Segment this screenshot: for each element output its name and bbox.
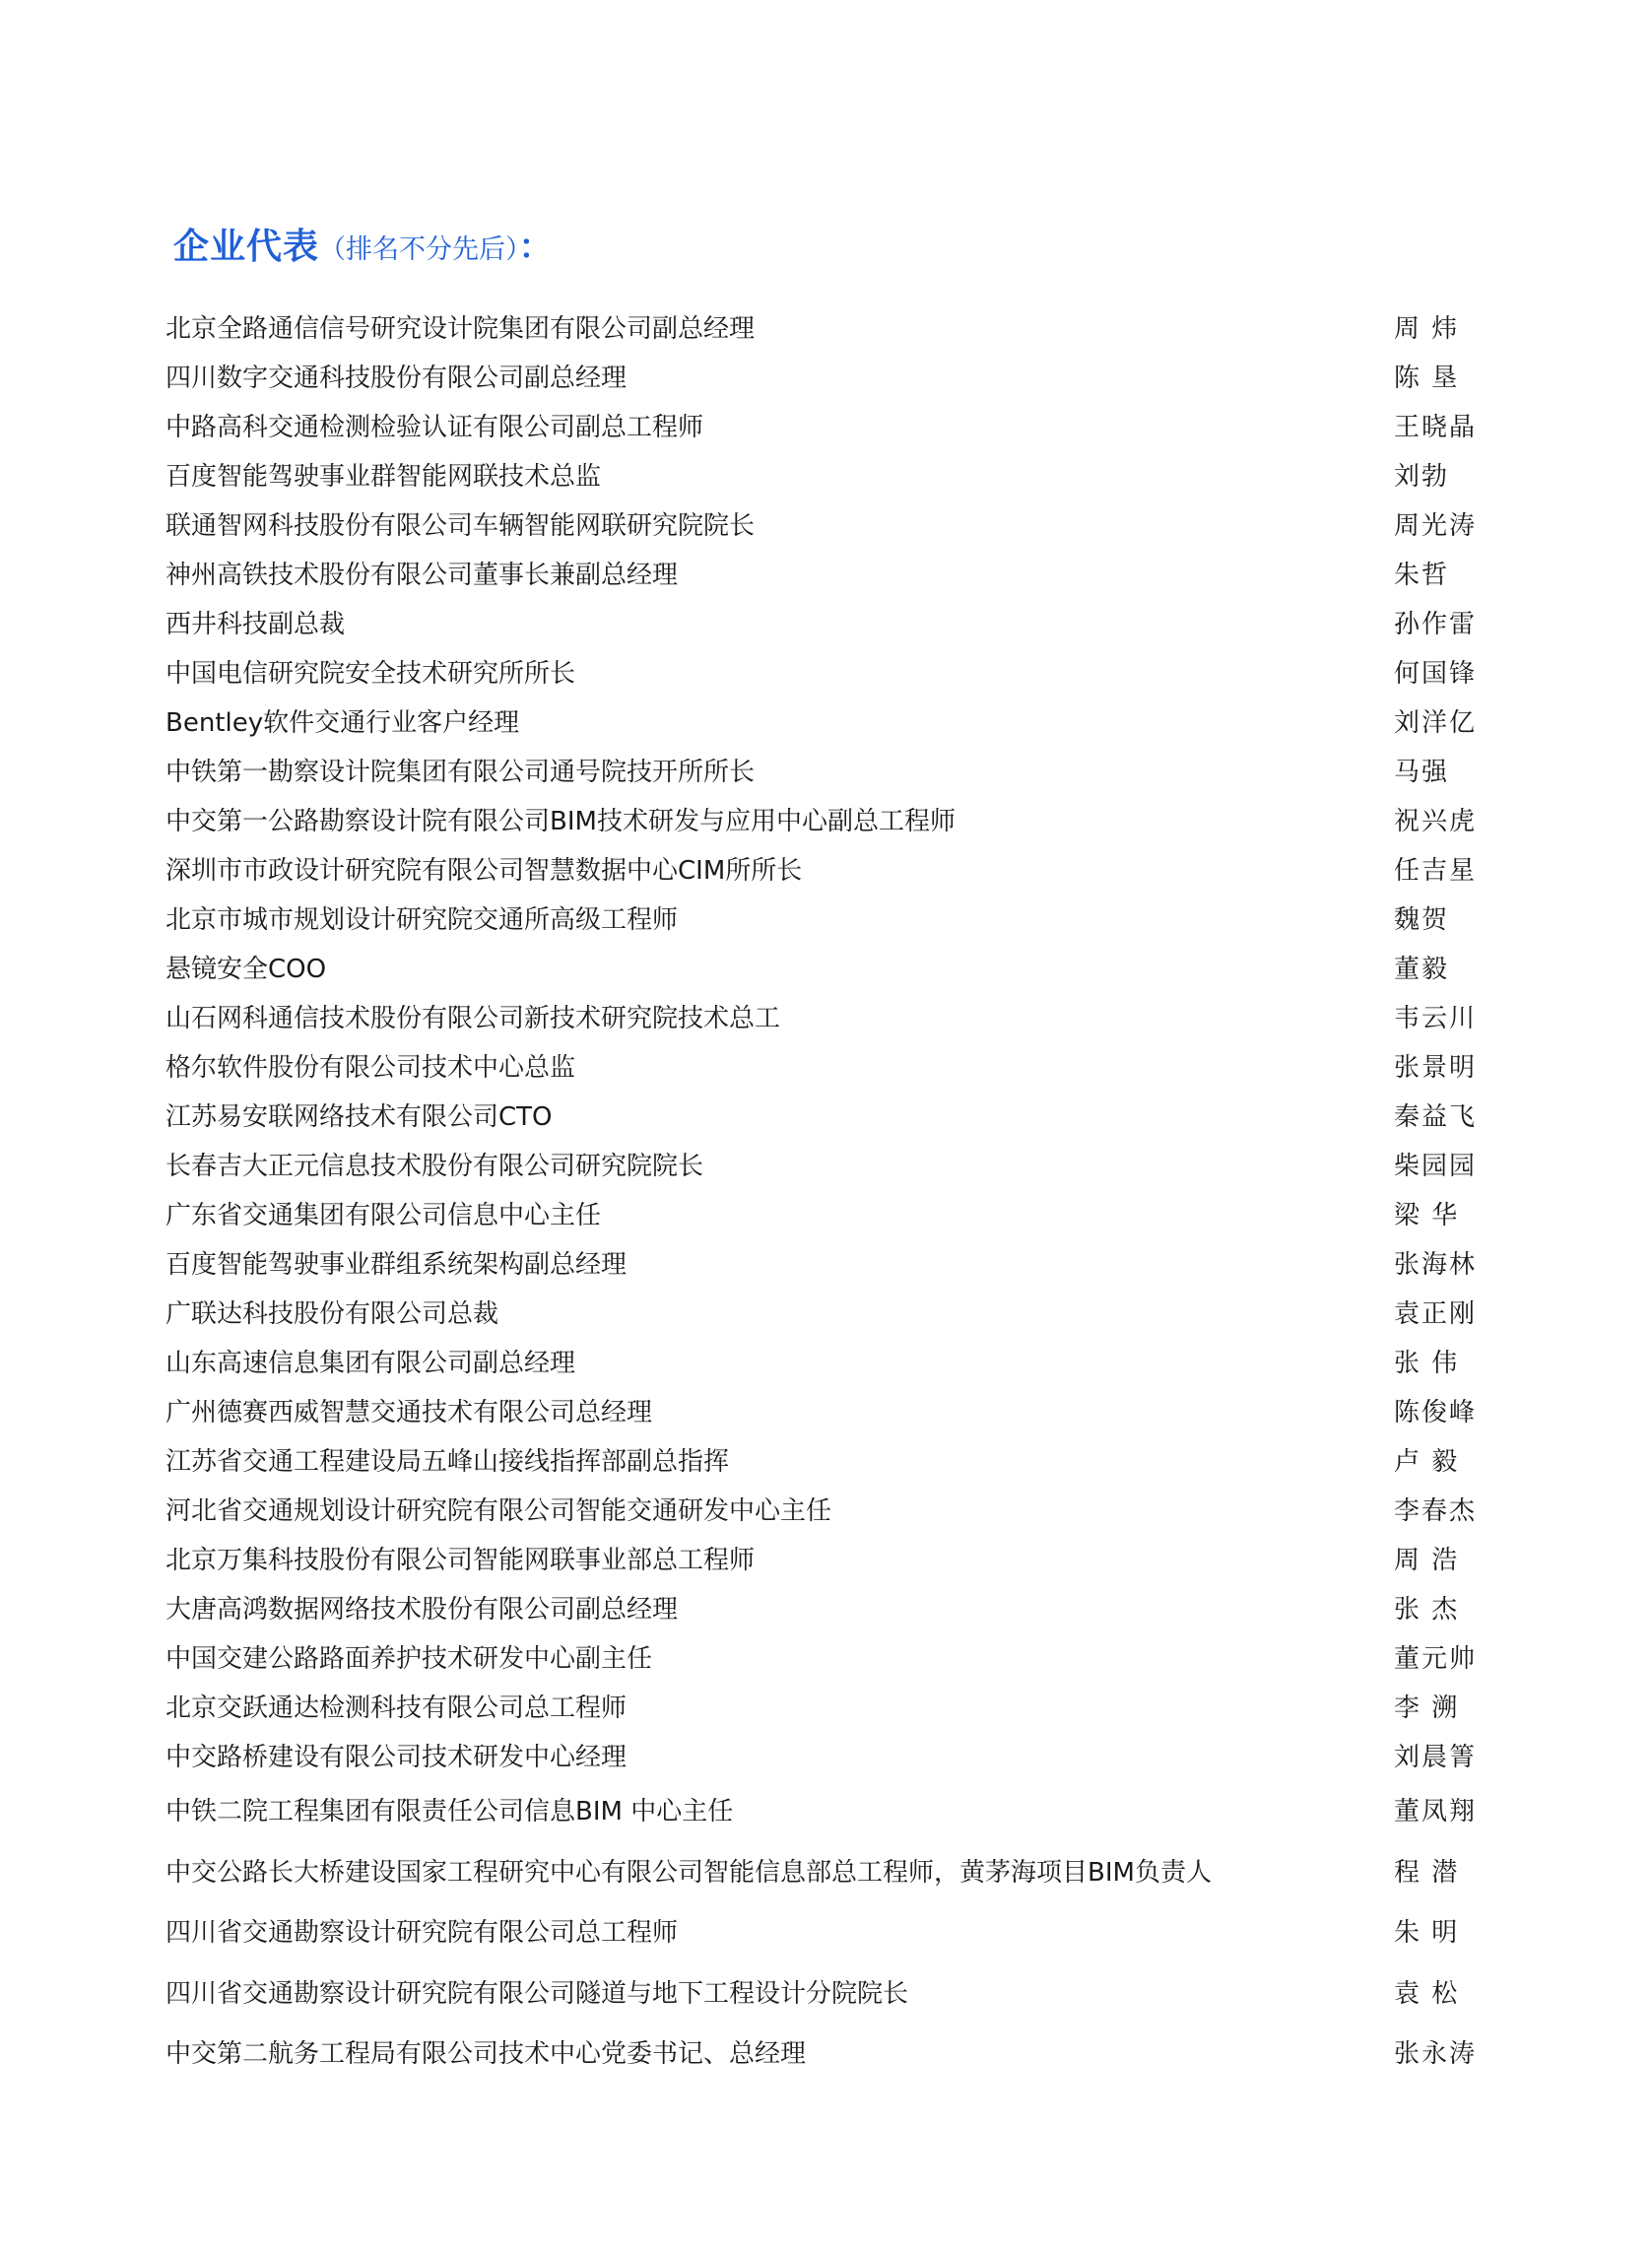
- organization-title: 山石网科通信技术股份有限公司新技术研究院技术总工: [165, 1004, 781, 1033]
- organization-title: 中铁第一勘察设计院集团有限公司通号院技开所所长: [165, 758, 756, 787]
- organization-title: 中路高科交通检测检验认证有限公司副总工程师: [165, 413, 704, 442]
- organization-title: 中交第一公路勘察设计院有限公司BIM技术研发与应用中心副总工程师: [165, 807, 956, 836]
- organization-title: 中交第二航务工程局有限公司技术中心党委书记、总经理: [165, 2039, 807, 2069]
- person-name: 刘勃: [1394, 462, 1450, 492]
- person-name: 刘洋亿: [1394, 708, 1478, 738]
- person-name: 刘晨箐: [1394, 1743, 1478, 1772]
- person-name: 陈 垦: [1394, 364, 1460, 393]
- organization-title: 广东省交通集团有限公司信息中心主任: [165, 1201, 602, 1230]
- organization-title: Bentley软件交通行业客户经理: [165, 708, 520, 738]
- person-name: 周 炜: [1394, 314, 1460, 344]
- section-heading: [173, 219, 553, 269]
- person-name: 袁 松: [1394, 1978, 1460, 2009]
- organization-title: 河北省交通规划设计研究院有限公司智能交通研发中心主任: [165, 1496, 832, 1526]
- person-name: 张景明: [1394, 1053, 1478, 1083]
- list-item: [165, 1536, 1486, 1585]
- list-item: [165, 698, 1486, 748]
- organization-title: 四川省交通勘察设计研究院有限公司隧道与地下工程设计分院院长: [165, 1978, 909, 2009]
- person-name: 张 杰: [1394, 1595, 1460, 1625]
- organization-title: 中国交建公路路面养护技术研发中心副主任: [165, 1644, 653, 1674]
- organization-title: 中国电信研究院安全技术研究所所长: [165, 659, 576, 689]
- list-item: [165, 1684, 1486, 1733]
- person-name: 周 浩: [1394, 1546, 1460, 1575]
- person-name: 任吉星: [1394, 856, 1478, 886]
- list-item: [165, 1634, 1486, 1684]
- person-name: 王晓晶: [1394, 413, 1478, 442]
- list-item: [165, 304, 1486, 354]
- list-item: [165, 1093, 1486, 1142]
- list-item: [165, 551, 1486, 600]
- organization-title: 大唐高鸿数据网络技术股份有限公司副总经理: [165, 1595, 679, 1625]
- list-item: [165, 1733, 1486, 1782]
- person-name: 李春杰: [1394, 1496, 1478, 1526]
- organization-title: 联通智网科技股份有限公司车辆智能网联研究院院长: [165, 511, 756, 541]
- list-item: [165, 1191, 1486, 1240]
- person-name: 董元帅: [1394, 1644, 1478, 1674]
- list-item: [165, 1043, 1486, 1093]
- person-name: 袁正刚: [1394, 1299, 1478, 1329]
- list-item: [165, 1843, 1486, 1904]
- organization-title: 中交路桥建设有限公司技术研发中心经理: [165, 1743, 628, 1772]
- list-item: [165, 1964, 1486, 2025]
- list-item: [165, 403, 1486, 452]
- person-name: 魏贺: [1394, 905, 1450, 935]
- list-item: [165, 452, 1486, 501]
- list-item: [165, 1487, 1486, 1536]
- person-name: 陈俊峰: [1394, 1398, 1478, 1427]
- section-title: 企业代表: [173, 227, 320, 267]
- person-name: 卢 毅: [1394, 1447, 1460, 1477]
- list-item: [165, 1388, 1486, 1437]
- person-name: 张 伟: [1394, 1349, 1460, 1378]
- organization-title: 山东高速信息集团有限公司副总经理: [165, 1349, 576, 1378]
- list-item: [165, 1585, 1486, 1634]
- list-item: [165, 1142, 1486, 1191]
- section-subtitle: （排名不分先后）: [319, 234, 519, 265]
- organization-title: 江苏省交通工程建设局五峰山接线指挥部副总指挥: [165, 1447, 730, 1477]
- organization-title: 北京市城市规划设计研究院交通所高级工程师: [165, 905, 679, 935]
- organization-title: 西井科技副总裁: [165, 610, 346, 639]
- organization-title: 中交公路长大桥建设国家工程研究中心有限公司智能信息部总工程师，黄茅海项目BIM负责人: [165, 1857, 1212, 1888]
- organization-title: 广联达科技股份有限公司总裁: [165, 1299, 499, 1329]
- organization-title: 深圳市市政设计研究院有限公司智慧数据中心CIM所所长: [165, 856, 803, 886]
- organization-title: 百度智能驾驶事业群组系统架构副总经理: [165, 1250, 628, 1280]
- representative-list: [165, 304, 1486, 2086]
- list-item: [165, 797, 1486, 846]
- organization-title: 格尔软件股份有限公司技术中心总监: [165, 1053, 576, 1083]
- person-name: 董毅: [1394, 955, 1450, 984]
- person-name: 李 溯: [1394, 1693, 1460, 1723]
- person-name: 秦益飞: [1394, 1102, 1478, 1132]
- organization-title: 百度智能驾驶事业群智能网联技术总监: [165, 462, 602, 492]
- list-item: [165, 1240, 1486, 1290]
- organization-title: 江苏易安联网络技术有限公司CTO: [165, 1102, 553, 1132]
- list-item: [165, 748, 1486, 797]
- list-item: [165, 600, 1486, 649]
- organization-title: 北京全路通信信号研究设计院集团有限公司副总经理: [165, 314, 756, 344]
- list-item: [165, 1290, 1486, 1339]
- person-name: 梁 华: [1394, 1201, 1460, 1230]
- list-item: [165, 1903, 1486, 1964]
- person-name: 张海林: [1394, 1250, 1478, 1280]
- person-name: 朱 明: [1394, 1918, 1460, 1948]
- organization-title: 中铁二院工程集团有限责任公司信息BIM 中心主任: [165, 1797, 734, 1826]
- list-item: [165, 846, 1486, 896]
- organization-title: 悬镜安全COO: [165, 955, 327, 984]
- person-name: 董凤翔: [1394, 1797, 1478, 1826]
- list-item: [165, 994, 1486, 1043]
- list-item: [165, 945, 1486, 994]
- list-item: [165, 354, 1486, 403]
- organization-title: 神州高铁技术股份有限公司董事长兼副总经理: [165, 561, 679, 590]
- list-item: [165, 649, 1486, 698]
- list-item: [165, 1339, 1486, 1388]
- person-name: 何国锋: [1394, 659, 1478, 689]
- organization-title: 长春吉大正元信息技术股份有限公司研究院院长: [165, 1152, 704, 1181]
- person-name: 周光涛: [1394, 511, 1478, 541]
- list-item: [165, 2025, 1486, 2086]
- person-name: 孙作雷: [1394, 610, 1478, 639]
- organization-title: 北京交跃通达检测科技有限公司总工程师: [165, 1693, 628, 1723]
- organization-title: 四川省交通勘察设计研究院有限公司总工程师: [165, 1918, 679, 1948]
- person-name: 祝兴虎: [1394, 807, 1478, 836]
- person-name: 张永涛: [1394, 2039, 1478, 2069]
- list-item: [165, 1782, 1486, 1843]
- list-item: [165, 501, 1486, 551]
- list-item: [165, 896, 1486, 945]
- person-name: 马强: [1394, 758, 1450, 787]
- person-name: 韦云川: [1394, 1004, 1478, 1033]
- person-name: 柴园园: [1394, 1152, 1478, 1181]
- section-colon: ：: [518, 228, 553, 267]
- organization-title: 北京万集科技股份有限公司智能网联事业部总工程师: [165, 1546, 756, 1575]
- organization-title: 广州德赛西威智慧交通技术有限公司总经理: [165, 1398, 653, 1427]
- person-name: 程 潜: [1394, 1857, 1460, 1888]
- list-item: [165, 1437, 1486, 1487]
- person-name: 朱哲: [1394, 561, 1450, 590]
- organization-title: 四川数字交通科技股份有限公司副总经理: [165, 364, 628, 393]
